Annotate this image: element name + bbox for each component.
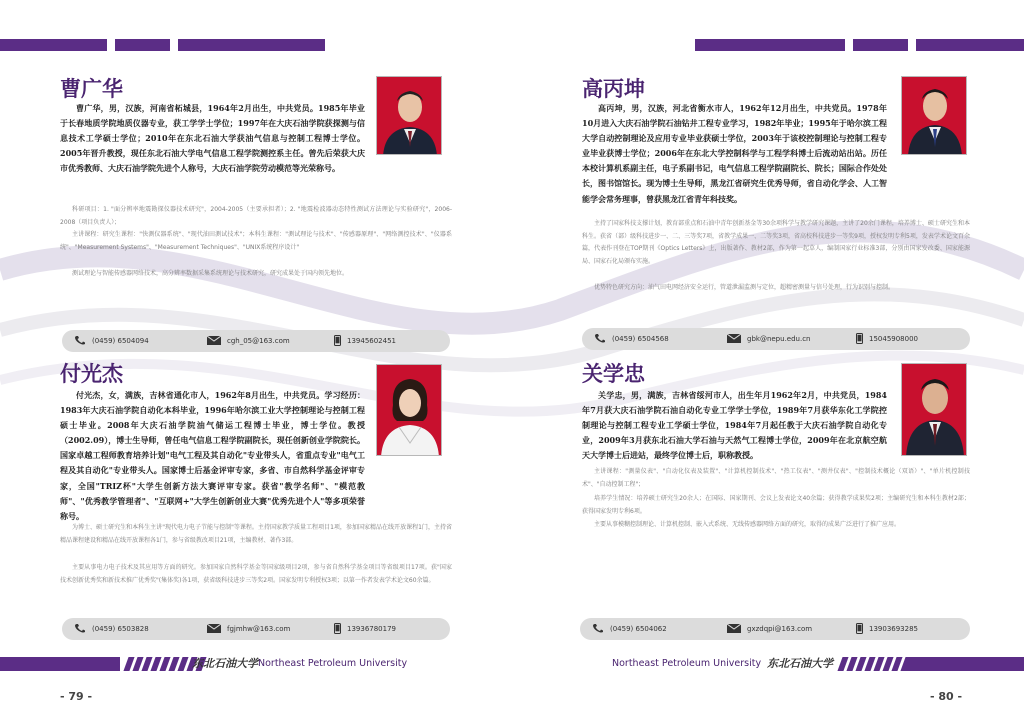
profile-bio: 付光杰，女，满族，吉林省通化市人，1962年8月出生，中共党员。学习经历：1983年大庆石油学院自动化本科毕业，1996年哈尔滨工业大学控制理论与控制工程硕士毕业。2008年大庆石油学院油气储运工程博士毕业，博士学位。教授（2002.09），博士生导师，曾任电气信息工程学院副院长，现任创新创业学院院长。国家卓越工程师教育培养计划"电气工程及其自动化"专业带头人，省重点专业"电气工程及其自动化"专业带头人。国家博士后基金评审专家，多省、市自然科学基金评审专家，全国"TRIZ杯"大学生创新方法大赛评审专家。获省"教学名师"、"模范教师"、"优秀教学管理者"、"互联网+"大学生创新创业大赛"优秀先进个人"等多项荣誉称号。 bbox=[60, 390, 365, 521]
contact-phone-text: (0459) 6504094 bbox=[92, 337, 149, 345]
header-bar-left-2 bbox=[115, 39, 170, 51]
contact-mobile-text: 15045908000 bbox=[869, 335, 918, 343]
contact-email[interactable] bbox=[207, 618, 290, 640]
contact-phone bbox=[74, 618, 149, 640]
contact-phone-text: (0459) 6504062 bbox=[610, 625, 667, 633]
contact-email[interactable] bbox=[207, 330, 290, 352]
contact-bar bbox=[580, 618, 970, 640]
mobile-icon bbox=[334, 623, 341, 636]
university-name-en: Northeast Petroleum University bbox=[612, 658, 762, 669]
contact-mobile bbox=[334, 330, 396, 352]
contact-mobile bbox=[856, 328, 918, 350]
header-bar-left-3 bbox=[178, 39, 325, 51]
profile-details-1: 科研项目：1. "面分辨率地震勘探仪器技术研究"，2004-2005（主要承担者）；2. "地震检波器动态特性测试方法理论与实验研究"，2006-2008（项目负责人）； bbox=[60, 206, 452, 226]
contact-phone bbox=[592, 618, 667, 640]
profile-details-2: 优势特色研究方向：油气田电网经济安全运行，管道泄漏监测与定位，超精密测量与信号处理，行为识别与控制。 bbox=[594, 284, 895, 291]
profile-details-1: 主讲课程："测量仪表"、"自动化仪表及装置"、"计算机控制技术"、"热工仪表"、"测井仪表"、"控制技术概论（双语）"、"单片机控制技术"、"自动控制工程"； bbox=[582, 468, 970, 488]
profile-details-2: 培养学生情况：培养硕士研究生20余人；在国际、国家期刊、会议上发表论文40余篇；获得教学成果奖2项；主编研究生和本科生教材2部；获得国家发明专利6项。 bbox=[582, 495, 970, 515]
phone-icon bbox=[592, 623, 604, 635]
footer-bar-right bbox=[906, 657, 1024, 671]
contact-email-text[interactable]: cgh_05@163.com bbox=[227, 337, 290, 345]
phone-icon bbox=[74, 623, 86, 635]
contact-phone-text: (0459) 6504568 bbox=[612, 335, 669, 343]
profile-photo bbox=[901, 363, 967, 456]
contact-email-text[interactable]: gbk@nepu.edu.cn bbox=[747, 335, 811, 343]
header-bar-right-2 bbox=[853, 39, 908, 51]
university-logo-text-cn: 东北石油大学 bbox=[767, 657, 833, 670]
contact-phone-text: (0459) 6503828 bbox=[92, 625, 149, 633]
contact-mobile-text: 13945602451 bbox=[347, 337, 396, 345]
profile-photo bbox=[376, 364, 442, 456]
footer-bar-left bbox=[0, 657, 120, 671]
mobile-icon bbox=[856, 623, 863, 636]
profile-name: 付光杰 bbox=[60, 362, 123, 386]
header-bar-right-3 bbox=[916, 39, 1024, 51]
contact-phone bbox=[594, 328, 669, 350]
contact-mobile bbox=[334, 618, 396, 640]
profile-photo bbox=[376, 76, 442, 155]
contact-email-text[interactable]: fgjmhw@163.com bbox=[227, 625, 291, 633]
page-number-left: - 79 - bbox=[60, 690, 93, 703]
contact-email-text[interactable]: gxzdqpi@163.com bbox=[747, 625, 813, 633]
phone-icon bbox=[74, 335, 86, 347]
profile-bio: 高丙坤，男，汉族，河北省衡水市人，1962年12月出生，中共党员。1978年10月进入大庆石油学院石油钻井工程专业学习，1982年毕业；1995年于哈尔滨工程大学自动控制理论及应用专业毕业获硕士学位，2003年于该校控制理论与控制工程专业毕业获博士学位；2006年在东北大学控制科学与工程学科博士后流动站出站。历任本校计算机系副主任，电子系副书记，电气信息工程学院副院长、院长；国际合作处处长，图书馆馆长。现为博士生导师，黑龙江省研究生优秀导师，省自动化学会、人工智能学会常务理事，曾获黑龙江省青年科技奖。 bbox=[582, 103, 887, 204]
profile-name: 曹广华 bbox=[60, 77, 123, 101]
university-name-en: Northeast Petroleum University bbox=[258, 658, 408, 669]
contact-bar bbox=[62, 618, 450, 640]
email-icon bbox=[207, 624, 221, 635]
profile-name: 高丙坤 bbox=[582, 77, 645, 101]
profile-details-2: 主讲课程：研究生课程："快测仪器系统"、"现代油田测试技术"；本科生课程："测试理论与技术"、"传感器原理"、"网络测控技术"、"仪器系统"、"Measurement Systems"、"Measurement Techniques"、"UNIX系统程序设计" bbox=[60, 231, 452, 251]
profile-bio: 关学忠，男，满族，吉林省绥河市人，出生年月1962年2月，中共党员，1984年7月获大庆石油学院石油自动化专业工学学士学位，1989年7月获华东化工学院控制理论与控制工程专业工学硕士学位，1984年7月起任教于大庆石油学院自动化专业，2009年3月获东北石油大学石油与天然气工程博士学位，2009年在北京航空航天大学博士后进站，最终学位博士后，职称教授。 bbox=[582, 390, 887, 461]
email-icon bbox=[207, 336, 221, 347]
university-logo-text-cn: 东北石油大学 bbox=[192, 657, 258, 670]
contact-phone bbox=[74, 330, 149, 352]
profile-details-3: 主要从事模糊控制理论、计算机控制、嵌入式系统、无线传感器网络方面的研究，取得的成果广泛进行了推广应用。 bbox=[594, 521, 901, 528]
header-bar-left-1 bbox=[0, 39, 107, 51]
contact-bar bbox=[62, 330, 450, 352]
contact-email[interactable] bbox=[727, 328, 811, 350]
email-icon bbox=[727, 334, 741, 345]
profile-details-2: 主要从事电力电子技术及其应用等方面的研究。参加国家自然科学基金等国家级项目2项，参与省自然科学基金项目等省级项目17项。获"国家技术创新优秀奖和新技术推广优秀奖"(集体奖)各1项，获省级科技进步三等奖2项。国家发明专利授权3项；以第一作者发表学术论文60余篇。 bbox=[60, 564, 452, 584]
contact-mobile-text: 13903693285 bbox=[869, 625, 918, 633]
profile-details-1: 主持了国家科技支撑计划，教育部重点和石油中青年创新基金等30余项科学与教学研究课题，主讲了20余门课程，培养博士、硕士研究生和本科生。获省（部）级科技进步一、二、三等奖7项，省教学成果一、二等奖3项，省高校科技进步一等奖9项，授权发明专利5项，发表学术论文百余篇，代表作刊登在TOP期刊《Optics Letters》上，出版著作、教材2部，作为第一起草人，编制国家行业标准3部，分别由国家发改委、国家能源局、国家石化局颁布实施。 bbox=[582, 220, 970, 265]
profile-photo bbox=[901, 76, 967, 155]
mobile-icon bbox=[334, 335, 341, 348]
profile-details-1: 为博士、硕士研究生和本科生主讲"现代电力电子节能与控制"等课程。主持国家教学质量工程项目1项，参加国家精品在线开放课程1门，主持省精品课程建设和精品在线开放课程各1门，参与省级教改项目21项，主编教材、著作3部。 bbox=[60, 524, 452, 544]
profile-bio: 曹广华，男，汉族，河南省柘城县，1964年2月出生，中共党员。1985年毕业于长春地质学院地质仪器专业，获工学学士学位；1997年在大庆石油学院获探测与信息技术工学硕士学位；2010年在东北石油大学获油气信息与控制工程博士学位。2005年晋升教授，现任东北石油大学电气信息工程学院测控系主任。曾先后荣获大庆市优秀教师、大庆石油学院先进个人称号，大庆石油学院劳动模范等光荣称号。 bbox=[60, 103, 365, 174]
contact-mobile-text: 13936780179 bbox=[347, 625, 396, 633]
profile-name: 关学忠 bbox=[582, 362, 645, 386]
header-bar-right-1 bbox=[695, 39, 845, 51]
email-icon bbox=[727, 624, 741, 635]
contact-bar bbox=[582, 328, 970, 350]
contact-email[interactable] bbox=[727, 618, 812, 640]
mobile-icon bbox=[856, 333, 863, 346]
phone-icon bbox=[594, 333, 606, 345]
profile-details-3: 测试理论与智能传感器网络技术，高分辨率数据采集系统理论与技术研究，研究成果处于国内领先地位。 bbox=[72, 270, 349, 277]
contact-mobile bbox=[856, 618, 918, 640]
page-number-right: - 80 - bbox=[930, 690, 963, 703]
